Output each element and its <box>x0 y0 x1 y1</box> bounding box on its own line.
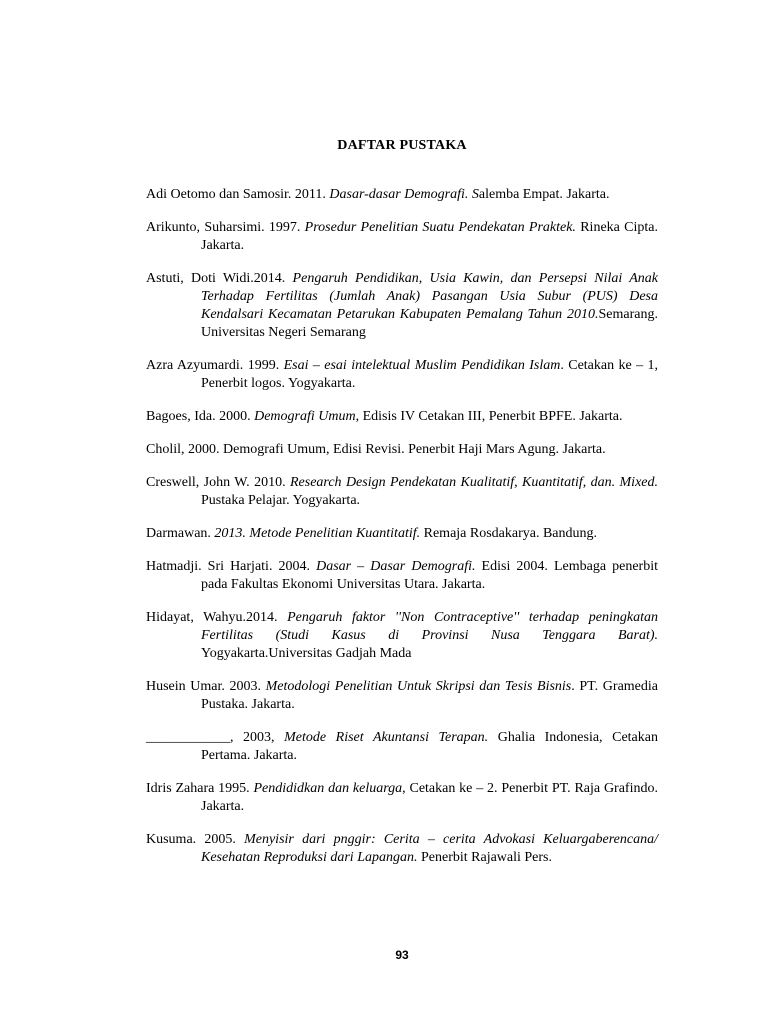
reference-text: Creswell, John W. 2010. <box>146 475 290 490</box>
reference-title: Research Design Pendekatan Kualitatif, Kuantitatif, dan. Mixed. <box>289 475 659 490</box>
reference-text: Yogyakarta.Universitas Gadjah Mada <box>201 646 412 661</box>
reference-entry <box>146 270 658 342</box>
reference-entry <box>146 609 658 663</box>
reference-text: ____________, 2003, <box>146 730 285 745</box>
reference-text: Darmawan. <box>146 526 215 541</box>
reference-text: Ghalia Indonesia, Cetakan Pertama. Jakarta. <box>201 730 658 763</box>
reference-text: Arikunto, Suharsimi. 1997. <box>146 220 305 235</box>
reference-title: 2013. Metode Penelitian Kuantitatif. <box>214 526 421 541</box>
reference-list <box>146 186 658 867</box>
reference-entry <box>146 525 658 543</box>
reference-text: Rineka Cipta. Jakarta. <box>201 220 658 253</box>
reference-entry <box>146 219 658 255</box>
reference-text: Hidayat, Wahyu.2014. <box>146 610 288 625</box>
page-number: 93 <box>395 948 409 962</box>
reference-entry <box>146 558 658 594</box>
reference-text: . PT. Gramedia Pustaka. Jakarta. <box>201 679 658 712</box>
reference-text: Adi Oetomo dan Samosir. 2011. <box>146 187 330 202</box>
reference-text: alemba Empat. Jakarta. <box>478 187 610 202</box>
reference-text: Kusuma. 2005. <box>146 832 245 847</box>
reference-entry <box>146 474 658 510</box>
reference-entry <box>146 357 658 393</box>
page-title: DAFTAR PUSTAKA <box>337 138 467 153</box>
reference-entry <box>146 678 658 714</box>
reference-entry <box>146 729 658 765</box>
reference-entry <box>146 780 658 816</box>
reference-title: Metode Riset Akuntansi Terapan. <box>284 730 489 745</box>
reference-title: Esai – esai intelektual Muslim Pendidikan Islam <box>283 358 561 373</box>
reference-text: . Cetakan ke – 1, Penerbit logos. Yogyakarta. <box>201 358 658 391</box>
reference-text: Remaja Rosdakarya. Bandung. <box>420 526 598 541</box>
reference-text: Idris Zahara 1995. <box>146 781 254 796</box>
reference-title: Demografi Umum <box>254 409 356 424</box>
reference-title: Pengaruh Pendidikan, Usia Kawin, dan Persepsi Nilai Anak Terhadap Fertilitas (Jumlah Anak) Pasangan Usia Subur (PUS) Desa Kendalsari Kecamatan Petarukan Kabupaten Pemalang Tahun 2010. <box>201 271 658 322</box>
reference-text: , Cetakan ke – 2. Penerbit PT. Raja Grafindo. Jakarta. <box>201 781 658 814</box>
reference-title: Dasar-dasar Demografi. S <box>329 187 479 202</box>
reference-text: Astuti, Doti Widi.2014. <box>146 271 293 286</box>
reference-text: , Edisis IV Cetakan III, Penerbit BPFE. Jakarta. <box>355 409 623 424</box>
reference-title: Menyisir dari pnggir: Cerita – cerita Advokasi Keluargaberencana/ Kesehatan Reproduksi dari Lapangan. <box>201 832 658 865</box>
reference-text: Cholil, 2000. Demografi Umum, Edisi Revisi. Penerbit Haji Mars Agung. Jakarta. <box>146 442 606 457</box>
reference-title: Dasar – Dasar Demografi. <box>316 559 476 574</box>
reference-entry <box>146 831 658 867</box>
reference-text: Azra Azyumardi. 1999. <box>146 358 284 373</box>
reference-text: Edisi 2004. Lembaga penerbit pada Fakultas Ekonomi Universitas Utara. Jakarta. <box>201 559 658 592</box>
reference-title: Pengaruh faktor ''Non Contraceptive'' terhadap peningkatan Fertilitas (Studi Kasus di Provinsi Nusa Tenggara Barat). <box>201 610 658 643</box>
reference-title: Prosedur Penelitian Suatu Pendekatan Praktek. <box>304 220 576 235</box>
reference-text: Husein Umar. 2003. <box>146 679 266 694</box>
reference-entry <box>146 186 658 204</box>
reference-text: Penerbit Rajawali Pers. <box>417 850 553 865</box>
reference-text: Semarang. Universitas Negeri Semarang <box>201 307 658 340</box>
reference-entry <box>146 441 658 459</box>
reference-text: Hatmadji. Sri Harjati. 2004. <box>146 559 317 574</box>
reference-text: Bagoes, Ida. 2000. <box>146 409 255 424</box>
reference-title: Metodologi Penelitian Untuk Skripsi dan Tesis Bisnis <box>265 679 572 694</box>
reference-text: Pustaka Pelajar. Yogyakarta. <box>201 493 361 508</box>
reference-entry <box>146 408 658 426</box>
reference-title: Pendididkan dan keluarga <box>253 781 403 796</box>
